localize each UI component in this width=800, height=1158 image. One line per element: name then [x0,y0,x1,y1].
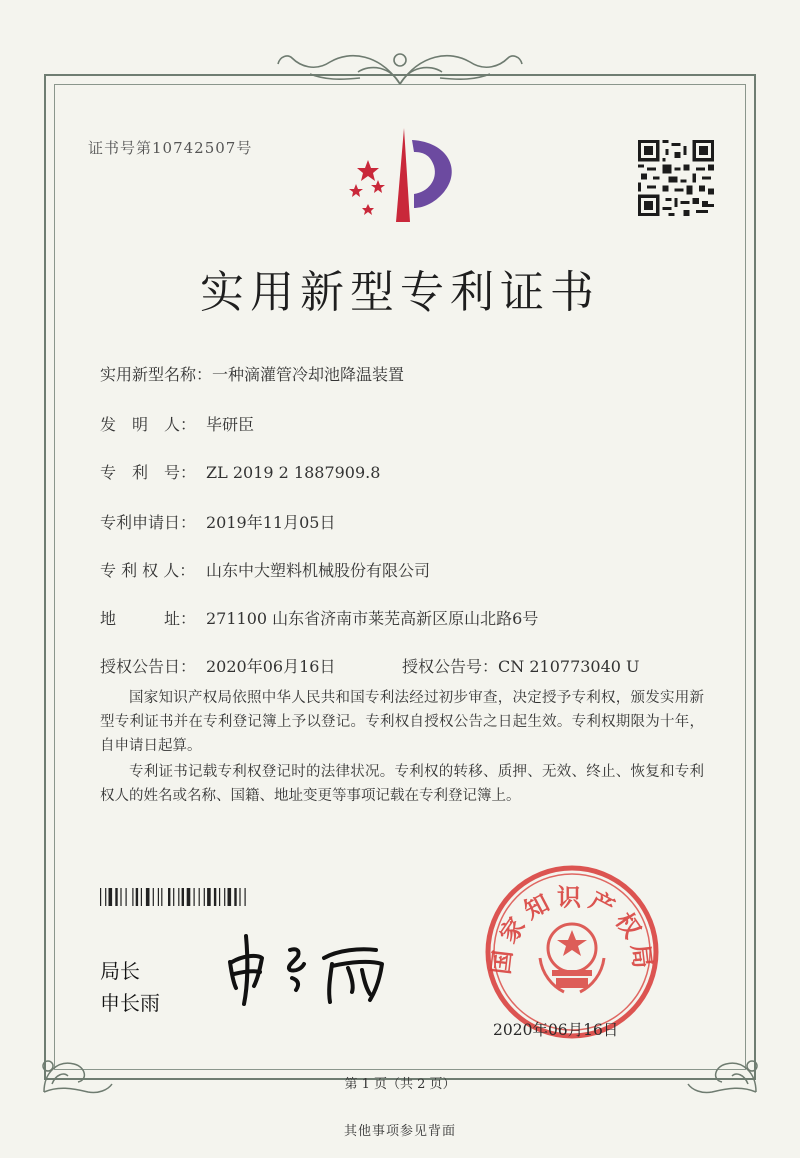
page-number: 第 1 页（共 2 页） [344,1077,456,1092]
inventor-row [100,412,254,435]
certificate-number: 证书号第10742507号 [88,139,253,157]
filing-date-label: 专利申请日： [100,513,197,532]
filing-date-value: 2019年11月05日 [206,513,336,532]
patentee-row [100,558,430,581]
qr-code-icon [638,140,714,216]
utility-model-name-value: 一种滴灌管冷却池降温装置 [212,365,405,384]
address-row [100,606,538,629]
seal-text: 国家知识产权局 [486,883,658,976]
utility-model-name-row [100,362,404,385]
inventor-label: 发 明 人： [100,415,197,434]
director-name: 申长雨 [100,991,160,1015]
svg-text:国家知识产权局 [487,883,657,975]
legal-status-paragraph: 专利证书记载专利权登记时的法律状况。专利权的转移、质押、无效、终止、恢复和专利权人的姓名或名称、国籍、地址变更等事项记载在专利登记簿上。 [100,764,704,804]
grant-number-label: 授权公告号： [402,657,499,676]
footer-note: 其他事项参见背面 [343,1124,456,1139]
patent-number-value: ZL 2019 2 1887909.8 [206,463,381,482]
official-seal-icon [482,862,662,1042]
address-value: 271100 山东省济南市莱芜高新区原山北路6号 [206,609,539,628]
cnipa-emblem-icon [338,122,466,228]
utility-model-name-label: 实用新型名称： [100,365,213,384]
patentee-value: 山东中大塑料机械股份有限公司 [206,561,431,580]
seal-date: 2020年06月16日 [493,1021,619,1039]
barcode-icon [100,888,310,906]
certificate-title: 实用新型专利证书 [200,267,600,318]
grant-date-label: 授权公告日： [100,657,197,676]
grant-date-value: 2020年06月16日 [206,657,336,676]
grant-paragraph: 国家知识产权局依照中华人民共和国专利法经过初步审查，决定授予专利权，颁发实用新型专利证书并在专利登记簿上予以登记。专利权自授权公告之日起生效。专利权期限为十年，自申请日起算。 [100,690,704,754]
grant-date-row [100,654,335,677]
inventor-value: 毕研臣 [206,415,255,434]
address-label: 地 址： [100,609,197,628]
director-signature-icon [220,928,420,1008]
top-ornament-icon [270,44,530,88]
patentee-label: 专 利 权 人： [100,561,196,580]
grant-number-row [402,654,640,677]
filing-date-row [100,510,335,533]
patent-number-row [100,460,380,483]
director-title: 局长 [100,959,140,983]
patent-number-label: 专 利 号： [100,463,197,482]
grant-number-value: CN 210773040 U [498,657,640,676]
